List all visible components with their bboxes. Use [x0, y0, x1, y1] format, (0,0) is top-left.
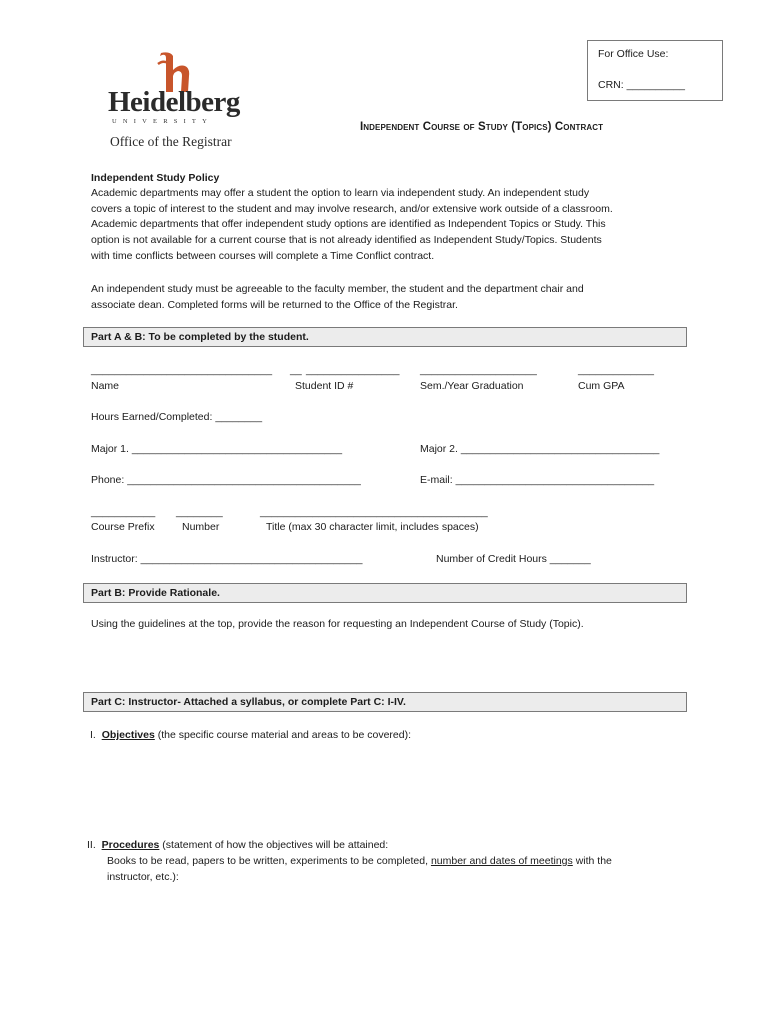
policy-line: Academic departments may offer a student the option to learn via independent study. An independent study [91, 187, 590, 199]
procedures-text: (statement of how the objectives will be attained: [159, 839, 389, 851]
rationale-instructions: Using the guidelines at the top, provide the reason for requesting an Independent Course of Study (Topic). [91, 618, 584, 630]
part-ab-heading: Part A & B: To be completed by the student. [91, 331, 309, 343]
phone-field[interactable]: Phone: ________________________________________ [91, 474, 361, 486]
office-use-box [587, 40, 723, 101]
policy-line: An independent study must be agreeable to the faculty member, the student and the department chair and [91, 283, 584, 295]
office-use-label: For Office Use: [598, 48, 669, 60]
logo-university-text: UNIVERSITY [112, 118, 213, 125]
sem-year-label: Sem./Year Graduation [420, 380, 524, 392]
email-field[interactable]: E-mail: __________________________________ [420, 474, 655, 486]
policy-paragraph-2 [91, 282, 681, 313]
logo-wordmark: Heidelberg [108, 86, 240, 118]
credit-hours-field[interactable]: Number of Credit Hours _______ [436, 553, 591, 565]
student-id-field[interactable]: ________________ [306, 364, 400, 376]
course-prefix-label: Course Prefix [91, 521, 155, 533]
policy-line: option is not available for a current course that is not already identified as Independent Study/Topics. Students [91, 234, 602, 247]
procedures-numeral: II. [87, 839, 96, 851]
cum-gpa-field[interactable]: _____________ [578, 364, 654, 376]
objectives-numeral: I. [90, 729, 96, 741]
procedures-line-2-b: with the [572, 855, 612, 867]
separator-blank: __ [290, 364, 302, 376]
sem-year-field[interactable]: ____________________ [420, 364, 537, 376]
policy-paragraph-1 [91, 186, 681, 265]
cum-gpa-label: Cum GPA [578, 380, 625, 392]
procedures-line-2 [107, 855, 612, 867]
part-b-heading: Part B: Provide Rationale. [91, 587, 220, 599]
part-b-header [83, 583, 687, 603]
policy-heading: Independent Study Policy [91, 172, 220, 184]
course-number-field[interactable]: ________ [176, 506, 223, 518]
major-1-field[interactable]: Major 1. ____________________________________ [91, 443, 343, 455]
objectives-item [90, 729, 411, 741]
policy-line: covers a topic of interest to the student and may involve research, and/or extensive work outside of a classroom. [91, 202, 613, 215]
hours-earned-field[interactable]: Hours Earned/Completed: ________ [91, 411, 263, 423]
heidelberg-logo [108, 52, 258, 162]
course-number-label: Number [182, 521, 220, 533]
course-title-field[interactable]: _______________________________________ [260, 506, 488, 518]
part-ab-header [83, 327, 687, 347]
procedures-line-3: instructor, etc.): [107, 871, 179, 883]
form-title [360, 121, 603, 133]
name-label: Name [91, 380, 120, 392]
logo-office-text: Office of the Registrar [110, 134, 232, 149]
objectives-text: (the specific course material and areas to be covered): [154, 729, 412, 741]
part-c-header [83, 692, 687, 712]
policy-line: associate dean. Completed forms will be returned to the Office of the Registrar. [91, 298, 458, 311]
major-2-field[interactable]: Major 2. __________________________________ [420, 443, 660, 455]
procedures-item [87, 839, 388, 851]
course-prefix-field[interactable]: ___________ [91, 506, 156, 518]
part-c-heading: Part C: Instructor- Attached a syllabus, or complete Part C: I-IV. [91, 696, 406, 708]
objectives-label: Objectives [101, 729, 155, 741]
form-title-text: Independent Course of Study (Topics) Contract [360, 121, 604, 133]
name-field[interactable]: _______________________________ [91, 364, 273, 376]
crn-field[interactable]: CRN: __________ [598, 79, 685, 91]
student-id-label: Student ID # [295, 380, 354, 392]
procedures-line-2-a: Books to be read, papers to be written, experiments to be completed, [107, 855, 431, 867]
procedures-meetings-underlined: number and dates of meetings [430, 855, 573, 867]
procedures-label: Procedures [101, 839, 160, 851]
course-title-label: Title (max 30 character limit, includes spaces) [266, 521, 479, 533]
instructor-field[interactable]: Instructor: ______________________________________ [91, 553, 363, 565]
policy-line: Academic departments that offer independent study options are identified as Independent Topics or Study. This [91, 218, 606, 231]
policy-line: with time conflicts between courses will complete a Time Conflict contract. [91, 249, 435, 262]
